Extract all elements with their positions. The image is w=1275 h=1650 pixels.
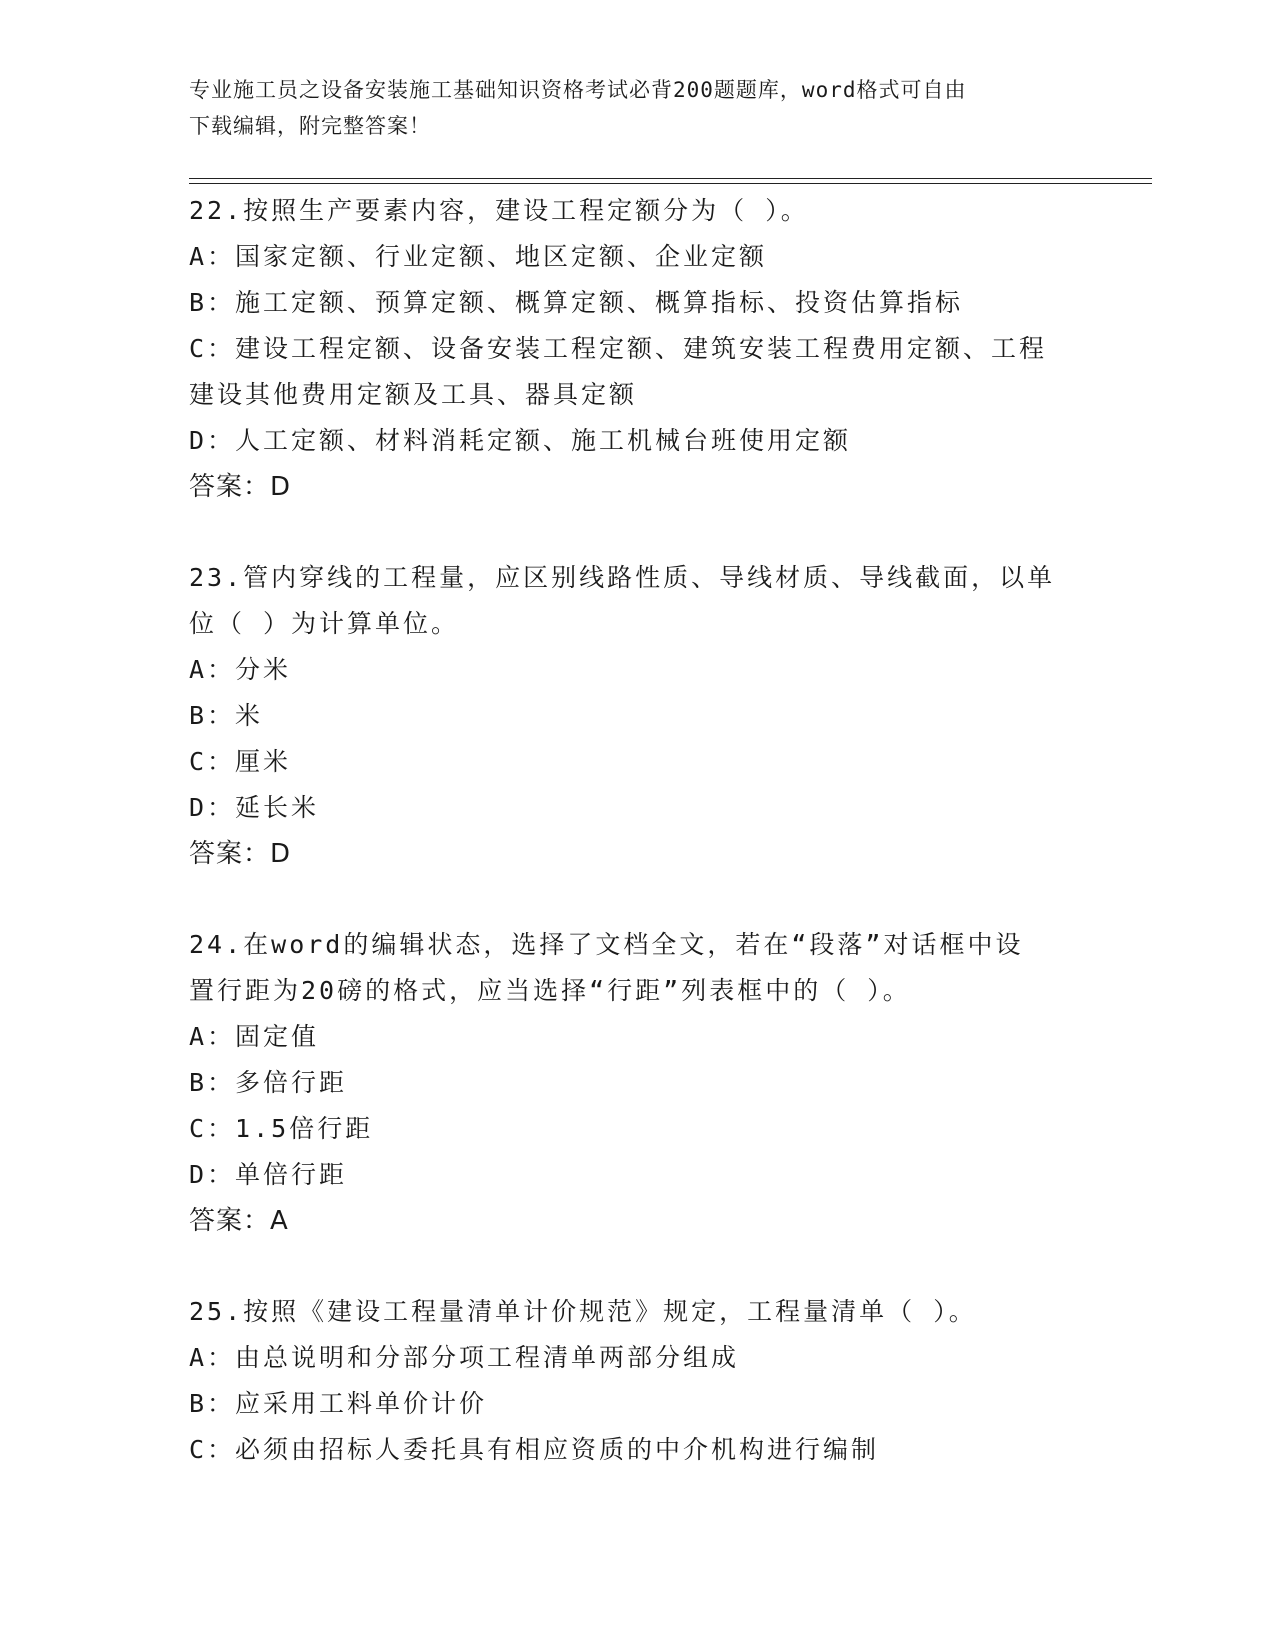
option-line: C：建设工程定额、设备安装工程定额、建筑安装工程费用定额、工程 [189, 334, 1048, 363]
question-block [189, 1289, 1089, 1473]
header-rule-bottom [189, 183, 1152, 184]
option-line: 建设其他费用定额及工具、器具定额 [189, 380, 638, 409]
option-line: B：施工定额、预算定额、概算定额、概算指标、投资估算指标 [189, 288, 964, 317]
option-line: A：由总说明和分部分项工程清单两部分组成 [189, 1343, 740, 1372]
option-line: C：必须由招标人委托具有相应资质的中介机构进行编制 [189, 1435, 880, 1464]
document-header [189, 72, 1089, 144]
answer-line: 答案：D [189, 472, 292, 502]
option-line: C：1.5倍行距 [189, 1114, 374, 1143]
header-line-2: 下载编辑，附完整答案！ [189, 114, 431, 138]
question-stem-line: 25.按照《建设工程量清单计价规范》规定，工程量清单（ ）。 [189, 1297, 977, 1326]
option-line: A：分米 [189, 655, 292, 684]
option-line: B：米 [189, 701, 264, 730]
question-list [189, 188, 1089, 1518]
option-line: C：厘米 [189, 747, 292, 776]
option-line: B：多倍行距 [189, 1068, 348, 1097]
question-stem-line: 位（ ）为计算单位。 [189, 609, 460, 638]
option-line: D：人工定额、材料消耗定额、施工机械台班使用定额 [189, 426, 852, 455]
option-line: A：固定值 [189, 1022, 320, 1051]
option-line: A：国家定额、行业定额、地区定额、企业定额 [189, 242, 768, 271]
question-block [189, 188, 1089, 510]
option-line: D：延长米 [189, 793, 320, 822]
option-line: B：应采用工料单价计价 [189, 1389, 488, 1418]
answer-line: 答案：A [189, 1206, 289, 1236]
question-block [189, 555, 1089, 877]
question-stem-line: 23.管内穿线的工程量，应区别线路性质、导线材质、导线截面，以单 [189, 563, 1056, 592]
header-rule-top [189, 178, 1152, 179]
question-stem-line: 置行距为20磅的格式，应当选择“行距”列表框中的（ ）。 [189, 976, 911, 1005]
question-stem-line: 24.在word的编辑状态，选择了文档全文，若在“段落”对话框中设 [189, 930, 1024, 959]
answer-line: 答案：D [189, 839, 292, 869]
question-stem-line: 22.按照生产要素内容，建设工程定额分为（ ）。 [189, 196, 809, 225]
header-line-1: 专业施工员之设备安装施工基础知识资格考试必背200题题库，word格式可自由 [189, 78, 967, 102]
question-block [189, 922, 1089, 1244]
option-line: D：单倍行距 [189, 1160, 348, 1189]
